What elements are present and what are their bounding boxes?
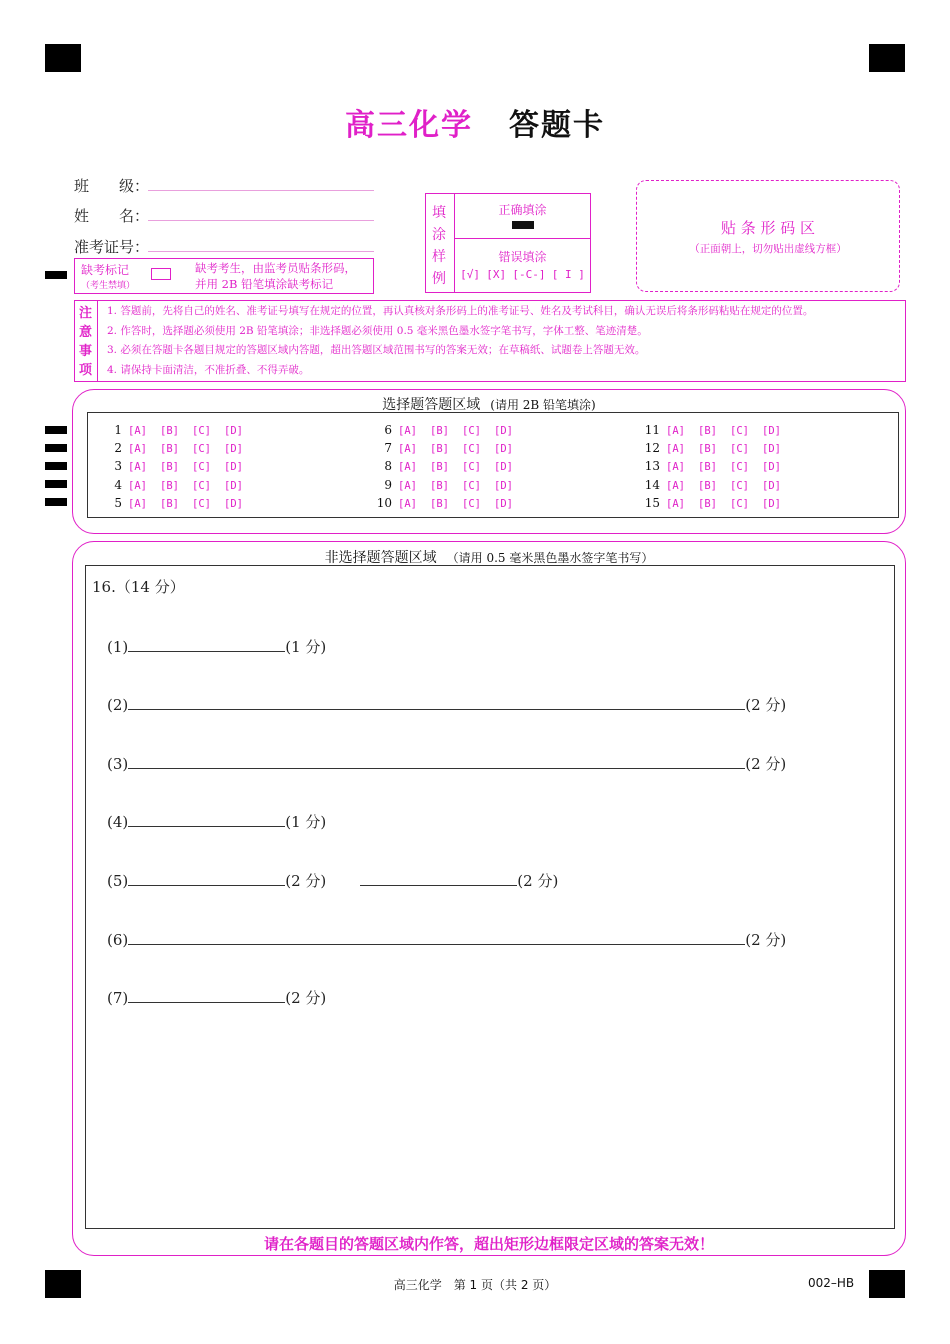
mc-option-bubble[interactable]: [C]: [192, 443, 211, 456]
mc-option-bubble[interactable]: [C]: [730, 461, 749, 474]
name-label: 姓 名：: [74, 207, 150, 225]
fill-wrong-label: 错误填涂: [498, 250, 547, 264]
mc-option-bubble[interactable]: [B]: [698, 461, 717, 474]
part-4: (4) (1 分): [107, 813, 327, 831]
free-section-title: 非选择题答题区域 （请用 0.5 毫米黑色墨水签字笔书写）: [324, 550, 654, 566]
fill-wrong-marks: [√] [X] [-C-] [ I ]: [460, 268, 585, 281]
fill-example-box: [425, 193, 591, 293]
mc-option-bubble[interactable]: [A]: [398, 461, 417, 474]
question-16-title: 16.（14 分）: [92, 578, 185, 596]
mc-question-8: [374, 457, 526, 475]
notes-list: [107, 302, 901, 380]
answer-blank[interactable]: [128, 756, 745, 769]
absent-sub: （考生禁填）: [81, 281, 136, 291]
mc-option-bubble[interactable]: [D]: [762, 479, 781, 492]
mc-option-bubble[interactable]: [C]: [462, 425, 481, 437]
mc-question-12: [642, 439, 794, 457]
fill-example-side: 填 涂 样 例: [426, 194, 455, 292]
mc-option-bubble[interactable]: [C]: [462, 443, 481, 456]
mc-option-bubble[interactable]: [C]: [730, 497, 749, 510]
fill-correct-mark: [512, 221, 534, 229]
answer-blank[interactable]: [128, 814, 285, 827]
timing-mark: [45, 444, 67, 452]
mc-question-number: 6: [384, 423, 392, 437]
mc-option-bubble[interactable]: [C]: [462, 479, 481, 492]
mc-option-bubble[interactable]: [C]: [192, 479, 211, 492]
class-field[interactable]: [148, 176, 374, 191]
part-7: (7) (2 分): [107, 989, 327, 1007]
answer-blank[interactable]: [128, 873, 285, 886]
answer-blank[interactable]: [128, 697, 745, 710]
mc-question-9: [374, 476, 526, 494]
mc-question-number: 5: [114, 495, 122, 510]
mc-option-bubble[interactable]: [D]: [762, 461, 781, 474]
notes-side: 注 意 事 项: [75, 301, 98, 381]
mc-option-bubble[interactable]: [B]: [698, 497, 717, 510]
part-2: (2) (2 分): [107, 696, 787, 714]
warning-text: 请在各题目的答题区域内作答，超出矩形边框限定区域的答案无效！: [263, 1235, 714, 1253]
mc-option-bubble[interactable]: [D]: [494, 443, 513, 456]
part-5: (5) (2 分) (2 分): [107, 872, 559, 890]
part-3: (3) (2 分): [107, 755, 787, 773]
note-item: 4. 请保持卡面清洁，不准折叠、不得弄破。: [107, 363, 310, 376]
mc-question-number: 14: [644, 477, 660, 492]
mc-question-6: [374, 421, 526, 439]
mc-question-13: [642, 457, 794, 475]
note-item: 2. 作答时，选择题必须使用 2B 铅笔填涂；非选择题必须使用 0.5 毫米黑色墨水签字笔书写，字体工整、笔迹清楚。: [107, 324, 648, 337]
mc-option-bubble[interactable]: [D]: [494, 461, 513, 474]
page-footer: 高三化学 第 1 页（共 2 页）: [393, 1278, 557, 1292]
mc-option-bubble[interactable]: [A]: [398, 497, 417, 510]
mc-option-bubble[interactable]: [C]: [730, 443, 749, 456]
mc-option-bubble[interactable]: [B]: [430, 443, 449, 456]
mc-option-bubble[interactable]: [C]: [192, 497, 211, 510]
timing-mark: [45, 480, 67, 488]
name-field[interactable]: [148, 206, 374, 221]
mc-option-bubble[interactable]: [B]: [430, 497, 449, 510]
mc-question-number: 7: [384, 441, 392, 456]
mc-option-bubble[interactable]: [A]: [128, 461, 147, 474]
mc-option-bubble[interactable]: [D]: [224, 443, 243, 456]
mc-question-number: 8: [384, 459, 392, 474]
mc-option-bubble[interactable]: [A]: [128, 479, 147, 492]
timing-mark: [45, 426, 67, 434]
mc-option-bubble[interactable]: [D]: [762, 443, 781, 456]
absent-label: 缺考标记: [81, 263, 130, 277]
mc-question-5: [104, 494, 256, 512]
mc-question-number: 12: [644, 441, 660, 456]
mc-option-bubble[interactable]: [B]: [160, 443, 179, 456]
notes-box: [74, 300, 906, 382]
mc-option-bubble[interactable]: [A]: [398, 479, 417, 492]
answer-frame[interactable]: [85, 565, 895, 1229]
mc-option-bubble[interactable]: [D]: [224, 461, 243, 474]
registration-mark-top-right: [869, 44, 905, 72]
page-title: [0, 100, 950, 144]
barcode-note: （正面朝上，切勿贴出虚线方框）: [689, 243, 847, 255]
absent-checkbox[interactable]: [151, 268, 171, 280]
absent-note-1: 缺考考生，由监考员贴条形码，: [195, 261, 356, 275]
class-label: 班 级：: [74, 177, 150, 195]
timing-mark: [45, 271, 67, 279]
mc-option-bubble[interactable]: [A]: [128, 497, 147, 510]
mc-question-number: 15: [644, 495, 660, 510]
mc-option-bubble[interactable]: [A]: [398, 443, 417, 456]
mc-option-bubble[interactable]: [A]: [666, 461, 685, 474]
absent-box: [74, 258, 374, 294]
paper-code: 002–HB: [808, 1276, 855, 1290]
mc-option-bubble[interactable]: [A]: [398, 425, 417, 437]
part-1: (1) (1 分): [107, 638, 327, 656]
mc-option-bubble[interactable]: [C]: [192, 425, 211, 437]
timing-mark: [45, 498, 67, 506]
mc-option-bubble[interactable]: [D]: [224, 425, 243, 437]
mc-question-14: [642, 476, 794, 494]
timing-mark: [45, 462, 67, 470]
mc-question-number: 10: [376, 495, 392, 510]
mc-question-number: 2: [114, 441, 122, 456]
title-sub: 答题卡: [509, 108, 605, 143]
mc-option-bubble[interactable]: [D]: [224, 479, 243, 492]
mc-option-bubble[interactable]: [A]: [128, 425, 147, 437]
mc-option-bubble[interactable]: [B]: [698, 479, 717, 492]
mc-option-bubble[interactable]: [B]: [160, 461, 179, 474]
barcode-area: [636, 180, 900, 292]
mc-question-3: [104, 457, 256, 475]
title-main: 高三化学: [345, 108, 473, 143]
mc-option-bubble[interactable]: [D]: [494, 425, 513, 437]
exam-no-label: 准考证号：: [74, 238, 150, 256]
mc-option-bubble[interactable]: [B]: [698, 443, 717, 456]
answer-blank[interactable]: [128, 639, 285, 652]
mc-question-number: 9: [384, 477, 392, 492]
mc-option-bubble[interactable]: [C]: [730, 479, 749, 492]
note-item: 3. 必须在答题卡各题目规定的答题区域内答题，超出答题区域范围书写的答案无效；在草稿纸、试题卷上答题无效。: [107, 344, 646, 356]
mc-question-number: 1: [114, 423, 122, 437]
mc-option-bubble[interactable]: [B]: [430, 461, 449, 474]
mc-option-bubble[interactable]: [D]: [494, 497, 513, 510]
barcode-title: 贴 条 形 码 区: [720, 219, 816, 237]
mc-option-bubble[interactable]: [B]: [160, 425, 179, 437]
mc-option-bubble[interactable]: [C]: [462, 461, 481, 474]
mc-option-bubble[interactable]: [D]: [224, 497, 243, 510]
mc-option-bubble[interactable]: [C]: [730, 425, 749, 437]
answer-blank[interactable]: [360, 873, 517, 886]
mc-option-bubble[interactable]: [D]: [762, 497, 781, 510]
mc-question-7: [374, 439, 526, 457]
absent-note-2: 并用 2B 铅笔填涂缺考标记: [195, 277, 334, 291]
mc-option-bubble[interactable]: [B]: [160, 479, 179, 492]
part-6: (6) (2 分): [107, 931, 787, 949]
mc-option-bubble[interactable]: [A]: [666, 479, 685, 492]
mc-option-bubble[interactable]: [C]: [462, 497, 481, 510]
exam-no-field[interactable]: [148, 237, 374, 252]
answer-blank[interactable]: [128, 932, 745, 945]
mc-option-bubble[interactable]: [D]: [494, 479, 513, 492]
mc-question-1: [104, 421, 256, 439]
mc-option-bubble[interactable]: [B]: [698, 425, 717, 437]
note-item: 1. 答题前，先将自己的姓名、准考证号填写在规定的位置，再认真核对条形码上的准考证号、姓名及考试科目，确认无误后将条形码粘贴在规定的位置。: [107, 305, 814, 317]
mc-question-4: [104, 476, 256, 494]
registration-mark-top-left: [45, 44, 81, 72]
mc-option-bubble[interactable]: [D]: [762, 425, 781, 437]
mc-question-15: [642, 494, 794, 512]
mc-question-number: 13: [644, 459, 660, 474]
mc-option-bubble[interactable]: [A]: [666, 497, 685, 510]
mc-question-10: [374, 494, 526, 512]
mc-section-title: 选择题答题区域 (请用 2B 铅笔填涂): [382, 397, 596, 413]
fill-correct-label: 正确填涂: [498, 203, 547, 217]
mc-question-2: [104, 439, 256, 457]
mc-question-11: [642, 421, 794, 439]
mc-option-bubble[interactable]: [A]: [128, 443, 147, 456]
mc-option-bubble[interactable]: [B]: [160, 497, 179, 510]
answer-blank[interactable]: [128, 990, 285, 1003]
mc-option-bubble[interactable]: [B]: [430, 479, 449, 492]
mc-option-bubble[interactable]: [C]: [192, 461, 211, 474]
mc-question-number: 11: [644, 423, 660, 437]
mc-question-number: 3: [114, 459, 122, 474]
mc-option-bubble[interactable]: [A]: [666, 425, 685, 437]
mc-option-bubble[interactable]: [A]: [666, 443, 685, 456]
mc-question-number: 4: [114, 477, 122, 492]
mc-option-bubble[interactable]: [B]: [430, 425, 449, 437]
